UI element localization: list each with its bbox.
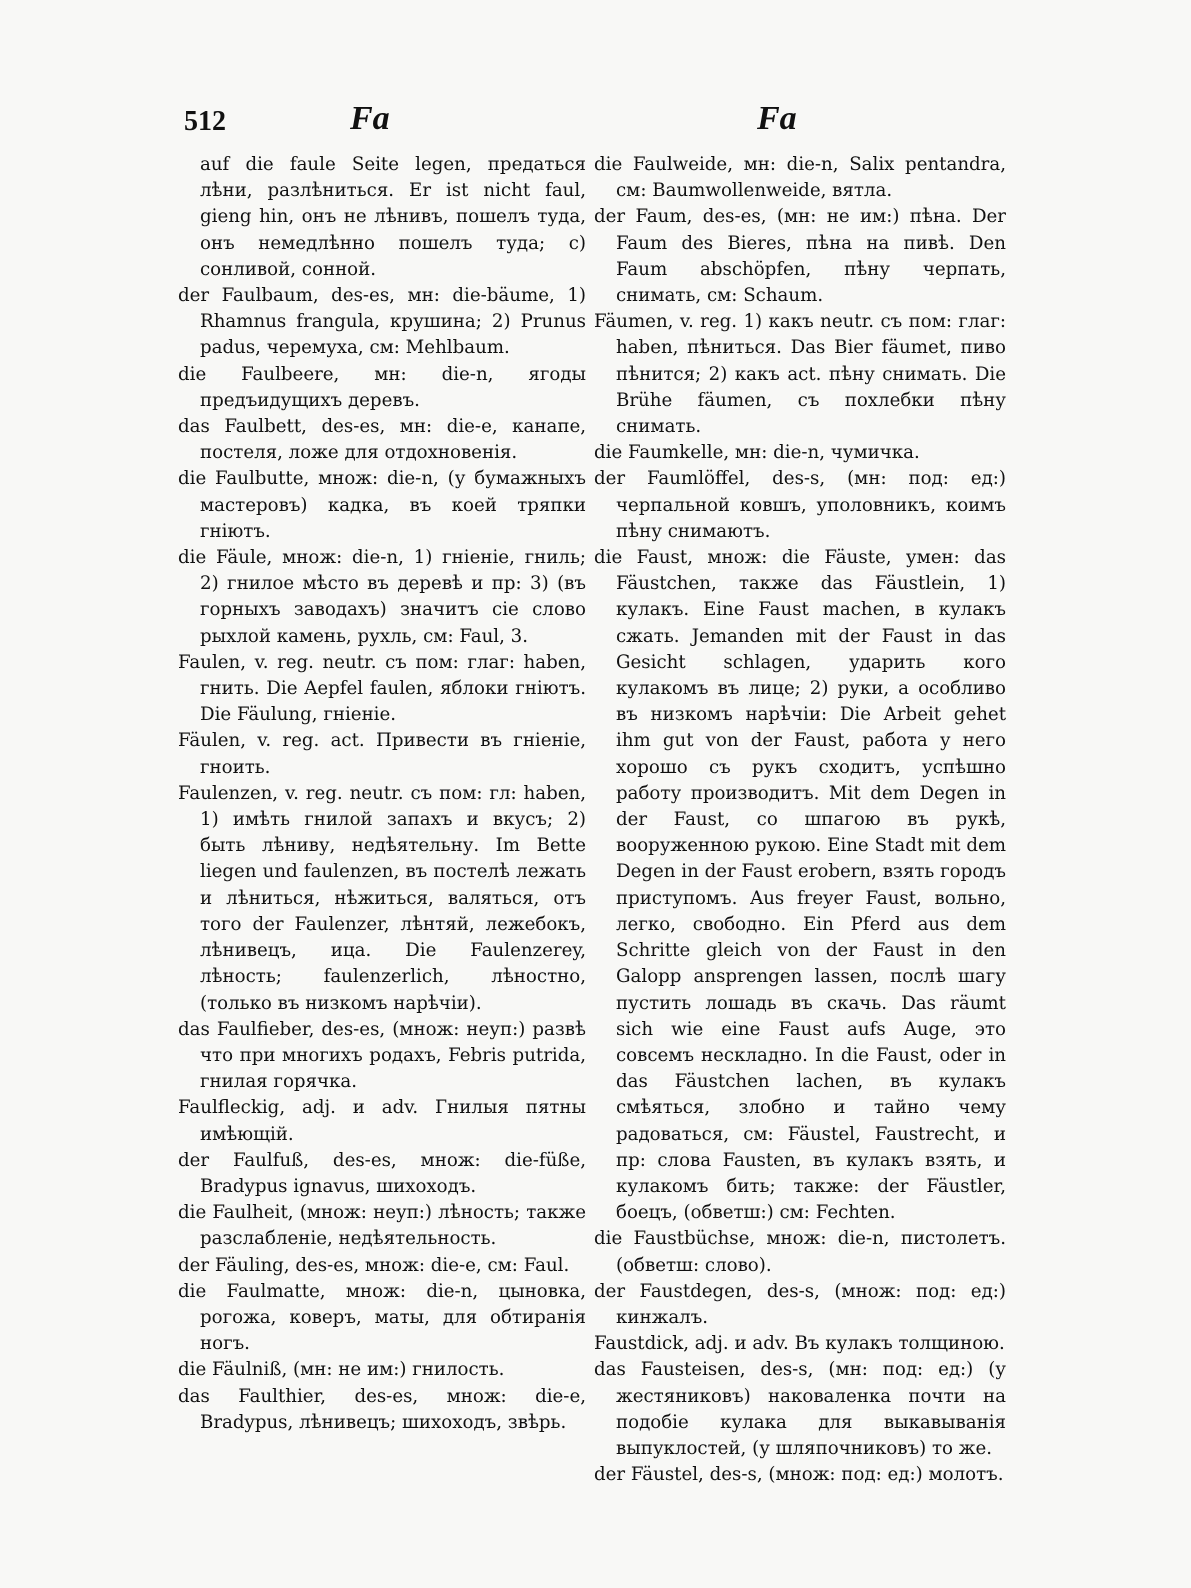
dictionary-entry: die Faulmatte, множ: die-n, цыновка, рогожа, коверъ, маты, для обтиранія ногъ. (178, 1280, 586, 1355)
dictionary-entry: Faulen, v. reg. neutr. съ пом: глаг: haben, гнить. Die Aepfel faulen, яблоки гніютъ. Die Fäulung, гніеніе. (178, 651, 586, 726)
dictionary-entry: Fäulen, v. reg. act. Привести въ гніеніе, гноить. (178, 730, 586, 778)
dictionary-entry: die Faustbüchse, множ: die-n, пистолетъ. (обветш: слово). (594, 1228, 1006, 1276)
dictionary-entry: die Faulbutte, множ: die-n, (у бумажныхъ мастеровъ) кадка, въ коей тряпки гніютъ. (178, 468, 586, 542)
dictionary-entry: die Faulweide, мн: die-n, Salix pentandra, см: Baumwollenweide, вятла. (594, 154, 1006, 202)
dictionary-entry: der Faustdegen, des-s, (множ: под: ед:) кинжалъ. (594, 1280, 1006, 1328)
dictionary-entry: Faulenzen, v. reg. neutr. съ пом: гл: haben, 1) имѣть гнилой запахъ и вкусъ; 2) быть лѣниву, недѣятельну. Im Bette liegen und faulenzen, въ постелѣ лежать и лѣниться, нѣжиться, валяться, отъ того der Faulenzer, лѣнтяй, лежебокъ, лѣнивецъ, ица. Die Faulenzerey, лѣность; faulenzerlich, лѣностно, (только въ низкомъ нарѣчіи). (178, 782, 586, 1014)
dictionary-entry: die Faulbeere, мн: die-n, ягоды предъидущихъ деревъ. (178, 363, 586, 411)
dictionary-entry: das Fausteisen, des-s, (мн: под: ед:) (у жестяниковъ) наковаленка почти на подобіе кулака для выкавыванія выпуклостей, (у шляпочниковъ) то же. (594, 1359, 1006, 1459)
dictionary-entry: auf die faule Seite legen, предаться лѣни, разлѣниться. Er ist nicht faul, gieng hin, онъ не лѣнивъ, пошелъ туда, онъ немедлѣнно пошелъ туда; с) сонливой, сонной. (200, 154, 586, 280)
dictionary-entry: der Fäustel, des-s, (множ: под: ед:) молотъ. (594, 1464, 1004, 1486)
dictionary-entry: die Faulheit, (множ: неуп:) лѣность; также разслабленіе, недѣятельность. (178, 1202, 586, 1250)
dictionary-entry: Fäumen, v. reg. 1) какъ neutr. съ пом: глаг: haben, пѣниться. Das Bier fäumet, пиво пѣнится; 2) какъ act. пѣну снимать. Die Brühe fäumen, съ похлебки пѣну снимать. (594, 311, 1006, 438)
right-running-head: Fa (757, 100, 797, 137)
dictionary-entry: das Faulthier, des-es, множ: die-e, Bradypus, лѣнивецъ; шихоходъ, звѣрь. (178, 1385, 586, 1433)
dictionary-entry: die Fäule, множ: die-n, 1) гніеніе, гниль; 2) гнилое мѣсто въ деревѣ и пр: 3) (въ горныхъ заводахъ) значитъ сіе слово рыхлой камень, рухль, см: Faul, 3. (178, 547, 586, 647)
left-column (178, 152, 586, 1436)
page-number: 512 (184, 106, 226, 137)
dictionary-entry: Faulfleckig, adj. и adv. Гнилыя пятны имѣющій. (178, 1097, 586, 1145)
dictionary-entry: der Faulbaum, des-es, мн: die-bäume, 1) Rhamnus frangula, крушина; 2) Prunus padus, черемуха, см: Mehlbaum. (178, 285, 586, 359)
dictionary-entry: der Fäuling, des-es, множ: die-e, см: Faul. (178, 1254, 570, 1276)
dictionary-entry: der Faulfuß, des-es, множ: die-füße, Bradypus ignavus, шихоходъ. (178, 1149, 586, 1197)
dictionary-entry: der Faum, des-es, (мн: не им:) пѣна. Der Faum des Bieres, пѣна на пивѣ. Den Faum abschöpfen, пѣну черпать, снимать, см: Schaum. (594, 206, 1006, 307)
right-column (594, 152, 1006, 1488)
dictionary-entry: die Fäulniß, (мн: не им:) гнилость. (178, 1359, 505, 1381)
dictionary-entry: der Faumlöffel, des-s, (мн: под: ед:) черпальной ковшъ, уполовникъ, коимъ пѣну снимаютъ. (594, 468, 1006, 542)
dictionary-entry: die Faumkelle, мн: die-n, чумичка. (594, 442, 920, 464)
page-header (0, 96, 1191, 146)
dictionary-entry: das Faulfieber, des-es, (множ: неуп:) развѣ что при многихъ родахъ, Febris putrida, гнилая горячка. (178, 1018, 586, 1093)
left-running-head: Fa (350, 100, 390, 137)
dictionary-entry: Faustdick, adj. и adv. Въ кулакъ толщиною. (594, 1333, 1005, 1355)
dictionary-entry: die Faust, множ: die Fäuste, умен: das Fäustchen, также das Fäustlein, 1) кулакъ. Eine Faust machen, в кулакъ сжать. Jemanden mit der Faust in das Gesicht schlagen, ударить кого кулакомъ въ лице; 2) руки, а особливо въ низкомъ нарѣчіи: Die Arbeit gehet ihm gut von der Faust, работа у него хорошо съ рукъ сходитъ, успѣшно работу производитъ. Mit dem Degen in der Faust, со шпагою въ рукѣ, вооруженною рукою. Eine Stadt mit dem Degen in der Faust erobern, взять городъ приступомъ. Aus freyer Faust, вольно, легко, свободно. Ein Pferd aus dem Schritte gleich von der Faust in den Galopp ansprengen lassen, послѣ шагу пустить лошадь въ скачь. Das räumt sich wie eine Faust aufs Auge, это совсемъ нескладно. In die Faust, oder in das Fäustchen lachen, въ кулакъ смѣяться, злобно и тайно чему радоваться, см: Fäustel, Faustrecht, и пр: слова Fausten, въ кулакъ взять, и кулакомъ бить; также: der Fäustler, боецъ, (обветш:) см: Fechten. (594, 547, 1006, 1224)
dictionary-entry: das Faulbett, des-es, мн: die-e, канапе, постеля, ложе для отдохновенія. (178, 416, 586, 464)
